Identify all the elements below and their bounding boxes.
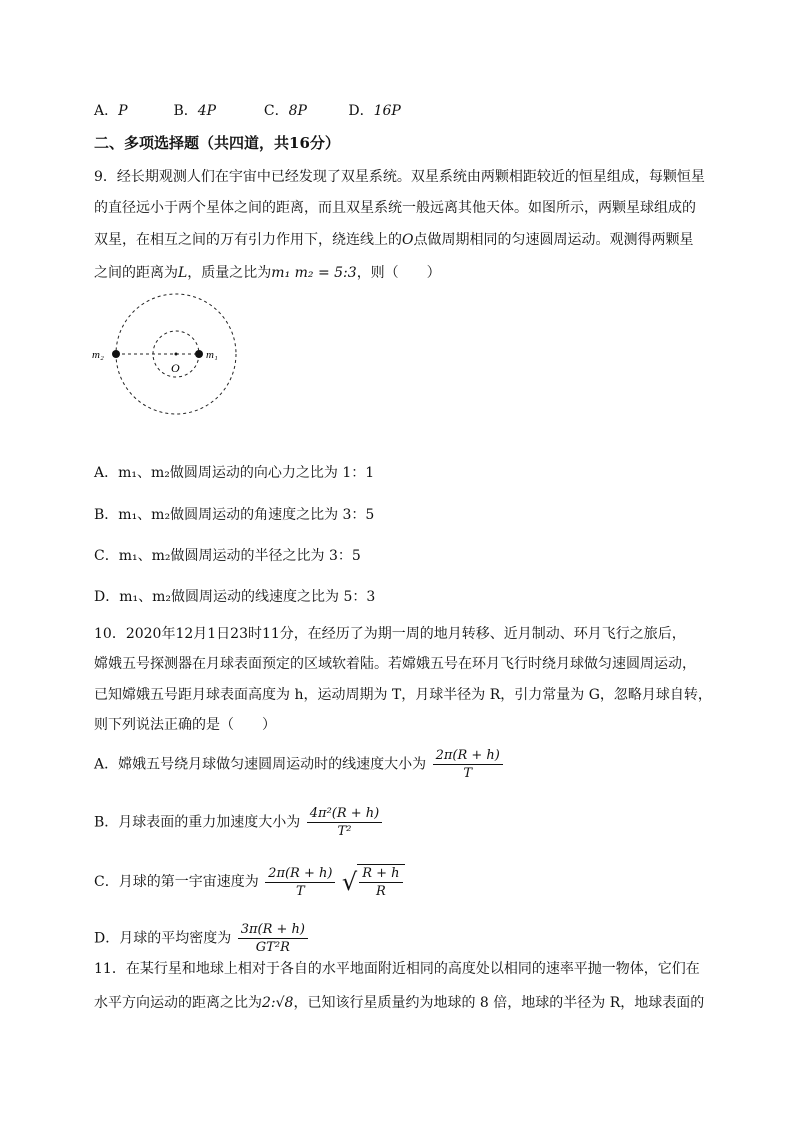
star-m1 <box>195 350 203 358</box>
q10-line-2: 嫦娥五号探测器在月球表面预定的区域软着陆。若嫦娥五号在环月飞行时绕月球做匀速圆周运动， <box>94 656 696 672</box>
q10-choice-b: B．月球表面的重力加速度大小为 $\frac{\text{4π²(R + h)}}{\text{T²}}$ <box>94 806 384 839</box>
option-c: C．8P <box>263 103 307 119</box>
option-a: A．P <box>94 103 128 119</box>
binary-star-diagram <box>90 290 250 420</box>
label-center: O <box>171 361 180 375</box>
q10-choice-a: A．嫦娥五号绕月球做匀速圆周运动时的线速度大小为 $\frac{2\pi(R + h)}{T}$ <box>94 748 505 781</box>
q9-line-1: 9．经长期观测人们在宇宙中已经发现了双星系统。双星系统由两颗相距较近的恒星组成，每颗恒星 <box>94 169 705 185</box>
q11-line-2: 水平方向运动的距离之比为2:√8，已知该行星质量约为地球的 8 倍，地球的半径为 R，地球表面的 <box>94 995 705 1011</box>
q9-choice-c: C．m₁、m₂做圆周运动的半径之比为 3：5 <box>94 548 361 564</box>
section-title: 二、多项选择题（共四道，共16分） <box>94 134 340 152</box>
fraction: $\frac{3\pi(R + h)}{\text{GT²R}}$ <box>238 922 308 955</box>
option-d: D．16P <box>348 103 401 119</box>
center-point <box>175 353 178 356</box>
star-m2 <box>112 350 120 358</box>
q9-line-2: 的直径远小于两个星体之间的距离，而且双星系统一般远离其他天体。如图所示，两颗星球组成的 <box>94 200 696 216</box>
q9-choice-d: D．m₁、m₂做圆周运动的线速度之比为 5：3 <box>94 589 376 605</box>
q9-choice-b: B．m₁、m₂做圆周运动的角速度之比为 3：5 <box>94 507 375 523</box>
option-b: B．4P <box>173 103 217 119</box>
q9-line-3: 双星，在相互之间的万有引力作用下，绕连线上的O点做周期相同的匀速圆周运动。观测得两颗星 <box>94 232 694 248</box>
square-root: √ $\frac{R + h}{R}$ <box>342 864 405 900</box>
q9-choice-a: A．m₁、m₂做圆周运动的向心力之比为 1：1 <box>94 465 375 481</box>
label-m2: m₂ <box>92 349 104 361</box>
q11-line-1: 11．在某行星和地球上相对于各自的水平地面附近相同的高度处以相同的速率平抛一物体，它们在 <box>94 961 700 977</box>
q10-line-3: 已知嫦娥五号距月球表面高度为 h，运动周期为 T，月球半径为 R，引力常量为 G，忽略月球自转， <box>94 687 712 703</box>
fraction: $\frac{2\pi(R + h)}{T}$ <box>265 866 335 899</box>
previous-question-options <box>94 100 401 120</box>
q10-choice-c: C．月球的第一宇宙速度为 $\frac{2\pi(R + h)}{T}$ √ $\frac{R + h}{R}$ <box>94 864 405 900</box>
q10-line-4: 则下列说法正确的是（ ） <box>94 717 276 733</box>
q9-line-4: 之间的距离为L，质量之比为m₁ m₂ = 5:3，则（ ） <box>94 265 441 281</box>
fraction: $\frac{\text{4π²(R + h)}}{\text{T²}}$ <box>307 806 383 839</box>
q10-choice-d: D．月球的平均密度为 $\frac{3\pi(R + h)}{\text{GT²R}}$ <box>94 922 310 955</box>
q10-line-1: 10．2020年12月1日23时11分，在经历了为期一周的地月转移、近月制动、环月飞行之旅后， <box>94 626 686 642</box>
fraction: $\frac{2\pi(R + h)}{T}$ <box>433 748 503 781</box>
label-m1: m₁ <box>206 349 218 361</box>
